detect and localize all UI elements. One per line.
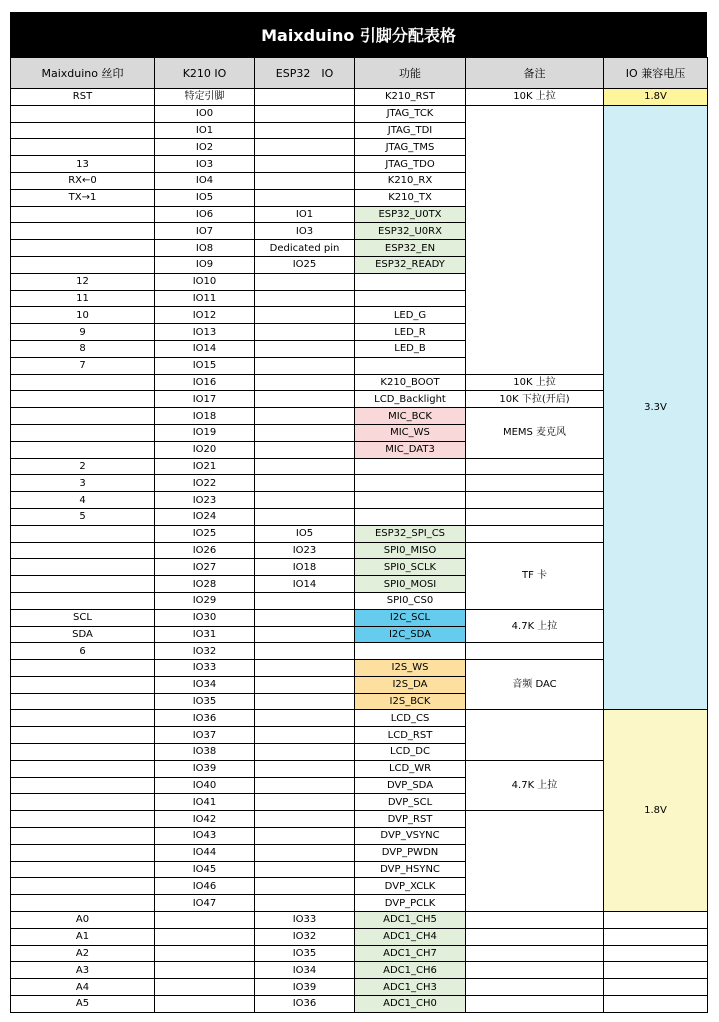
pin-esp32-io	[255, 324, 355, 341]
pin-esp32-io	[255, 458, 355, 475]
pin-function	[355, 475, 466, 492]
io-voltage: 1.8V	[604, 89, 708, 106]
pin-note	[466, 979, 604, 996]
pin-esp32-io	[255, 861, 355, 878]
pin-function: ESP32_READY	[355, 256, 466, 273]
pin-k210-io: IO5	[155, 189, 255, 206]
pin-function: DVP_SDA	[355, 777, 466, 794]
pin-k210-io: IO23	[155, 492, 255, 509]
pin-function: LCD_DC	[355, 744, 466, 761]
pin-esp32-io	[255, 391, 355, 408]
pin-k210-io: IO44	[155, 844, 255, 861]
pin-function: SPI0_CS0	[355, 592, 466, 609]
pin-silkscreen	[11, 576, 155, 593]
pin-function: SPI0_SCLK	[355, 559, 466, 576]
pin-k210-io	[155, 996, 255, 1013]
table-row	[11, 979, 708, 996]
pin-k210-io: IO14	[155, 340, 255, 357]
pin-silkscreen: 13	[11, 156, 155, 173]
pin-k210-io: IO17	[155, 391, 255, 408]
pin-function: LCD_Backlight	[355, 391, 466, 408]
pin-note	[466, 962, 604, 979]
pin-k210-io: IO16	[155, 374, 255, 391]
pin-esp32-io	[255, 609, 355, 626]
pin-k210-io: IO28	[155, 576, 255, 593]
pin-function: DVP_VSYNC	[355, 828, 466, 845]
pin-esp32-io	[255, 357, 355, 374]
pin-k210-io: IO11	[155, 290, 255, 307]
io-voltage	[604, 928, 708, 945]
table-row	[11, 760, 708, 777]
pin-function: ADC1_CH3	[355, 979, 466, 996]
pin-esp32-io	[255, 727, 355, 744]
pin-k210-io: IO45	[155, 861, 255, 878]
header-function: 功能	[355, 58, 466, 89]
pin-silkscreen: TX→1	[11, 189, 155, 206]
pin-silkscreen	[11, 895, 155, 912]
pin-esp32-io	[255, 811, 355, 828]
pin-k210-io: IO32	[155, 643, 255, 660]
pin-esp32-io: IO14	[255, 576, 355, 593]
pin-esp32-io	[255, 676, 355, 693]
pin-k210-io: IO4	[155, 172, 255, 189]
pin-silkscreen	[11, 811, 155, 828]
pin-function	[355, 290, 466, 307]
pin-note: MEMS 麦克风	[466, 408, 604, 458]
pin-note	[466, 710, 604, 760]
pin-note: 10K 下拉(开启)	[466, 391, 604, 408]
table-row	[11, 928, 708, 945]
pin-esp32-io	[255, 172, 355, 189]
pin-silkscreen: 6	[11, 643, 155, 660]
table-row	[11, 945, 708, 962]
pin-silkscreen	[11, 374, 155, 391]
pin-silkscreen: 10	[11, 307, 155, 324]
pin-esp32-io: IO36	[255, 996, 355, 1013]
pin-k210-io: IO19	[155, 424, 255, 441]
pin-k210-io: IO8	[155, 240, 255, 257]
pin-esp32-io: IO5	[255, 525, 355, 542]
pin-esp32-io	[255, 492, 355, 509]
pin-function	[355, 508, 466, 525]
pin-k210-io: IO24	[155, 508, 255, 525]
pin-silkscreen: 7	[11, 357, 155, 374]
pin-esp32-io	[255, 139, 355, 156]
io-voltage	[604, 912, 708, 929]
pin-esp32-io	[255, 710, 355, 727]
pin-note	[466, 912, 604, 929]
pin-k210-io: IO12	[155, 307, 255, 324]
pin-function: MIC_BCK	[355, 408, 466, 425]
table-row	[11, 912, 708, 929]
pin-silkscreen	[11, 727, 155, 744]
pin-esp32-io: IO34	[255, 962, 355, 979]
pin-function	[355, 492, 466, 509]
pin-silkscreen	[11, 744, 155, 761]
pin-silkscreen	[11, 693, 155, 710]
pin-k210-io: IO1	[155, 122, 255, 139]
pin-k210-io: IO26	[155, 542, 255, 559]
table-row	[11, 374, 708, 391]
pin-note	[466, 643, 604, 660]
pin-esp32-io: IO39	[255, 979, 355, 996]
table-row	[11, 391, 708, 408]
pin-function: ESP32_U0TX	[355, 206, 466, 223]
pin-esp32-io	[255, 592, 355, 609]
pin-silkscreen: 8	[11, 340, 155, 357]
pin-esp32-io: IO1	[255, 206, 355, 223]
pin-k210-io: IO7	[155, 223, 255, 240]
pin-silkscreen	[11, 828, 155, 845]
pin-silkscreen: 2	[11, 458, 155, 475]
pin-k210-io: IO36	[155, 710, 255, 727]
pin-esp32-io	[255, 660, 355, 677]
pin-k210-io: IO18	[155, 408, 255, 425]
pin-silkscreen	[11, 542, 155, 559]
pin-function	[355, 357, 466, 374]
table-row	[11, 643, 708, 660]
pin-function	[355, 273, 466, 290]
pin-silkscreen: A3	[11, 962, 155, 979]
pin-esp32-io	[255, 878, 355, 895]
pin-esp32-io: IO3	[255, 223, 355, 240]
pin-function: JTAG_TDO	[355, 156, 466, 173]
pin-silkscreen	[11, 878, 155, 895]
pin-k210-io	[155, 979, 255, 996]
pin-esp32-io	[255, 844, 355, 861]
pin-silkscreen	[11, 710, 155, 727]
table-row	[11, 542, 708, 559]
table-row	[11, 996, 708, 1013]
pin-k210-io: IO10	[155, 273, 255, 290]
pin-esp32-io	[255, 760, 355, 777]
pin-esp32-io: IO35	[255, 945, 355, 962]
pin-esp32-io	[255, 424, 355, 441]
pin-function: K210_RX	[355, 172, 466, 189]
pin-esp32-io	[255, 189, 355, 206]
pin-silkscreen	[11, 122, 155, 139]
pin-silkscreen	[11, 441, 155, 458]
pin-note: 4.7K 上拉	[466, 760, 604, 810]
pin-esp32-io	[255, 374, 355, 391]
header-note: 备注	[466, 58, 604, 89]
pin-esp32-io	[255, 273, 355, 290]
pin-esp32-io	[255, 122, 355, 139]
pin-esp32-io: IO25	[255, 256, 355, 273]
pin-function	[355, 458, 466, 475]
pin-note: 4.7K 上拉	[466, 609, 604, 643]
pin-silkscreen	[11, 592, 155, 609]
pin-k210-io: IO47	[155, 895, 255, 912]
pin-esp32-io	[255, 744, 355, 761]
pin-k210-io: IO35	[155, 693, 255, 710]
io-voltage	[604, 945, 708, 962]
pin-silkscreen: 12	[11, 273, 155, 290]
pin-esp32-io	[255, 794, 355, 811]
pin-silkscreen: A5	[11, 996, 155, 1013]
table-row	[11, 811, 708, 828]
pin-function: ADC1_CH0	[355, 996, 466, 1013]
pin-silkscreen: 4	[11, 492, 155, 509]
pin-function: JTAG_TCK	[355, 105, 466, 122]
pin-silkscreen: A0	[11, 912, 155, 929]
pin-note	[466, 525, 604, 542]
pin-k210-io	[155, 962, 255, 979]
pin-silkscreen	[11, 844, 155, 861]
pin-silkscreen	[11, 256, 155, 273]
pin-esp32-io	[255, 340, 355, 357]
pin-esp32-io	[255, 408, 355, 425]
table-row	[11, 660, 708, 677]
pin-k210-io: IO22	[155, 475, 255, 492]
pin-silkscreen	[11, 861, 155, 878]
pin-k210-io: IO6	[155, 206, 255, 223]
pin-k210-io: IO40	[155, 777, 255, 794]
pin-k210-io	[155, 928, 255, 945]
pin-function: ADC1_CH4	[355, 928, 466, 945]
pin-silkscreen	[11, 660, 155, 677]
pin-function: JTAG_TDI	[355, 122, 466, 139]
pin-silkscreen: A1	[11, 928, 155, 945]
table-row	[11, 508, 708, 525]
pin-k210-io: IO43	[155, 828, 255, 845]
pin-note: TF 卡	[466, 542, 604, 609]
pin-function: DVP_PWDN	[355, 844, 466, 861]
pin-function: K210_RST	[355, 89, 466, 106]
pin-silkscreen	[11, 777, 155, 794]
pin-note: 音频 DAC	[466, 660, 604, 710]
table-row	[11, 458, 708, 475]
table-row	[11, 609, 708, 626]
pin-note	[466, 996, 604, 1013]
pin-esp32-io	[255, 777, 355, 794]
io-voltage	[604, 979, 708, 996]
pin-silkscreen	[11, 105, 155, 122]
table-row	[11, 475, 708, 492]
pin-function: I2S_BCK	[355, 693, 466, 710]
pin-esp32-io: IO23	[255, 542, 355, 559]
pin-k210-io: IO38	[155, 744, 255, 761]
pin-k210-io: IO29	[155, 592, 255, 609]
pin-note	[466, 458, 604, 475]
pin-k210-io	[155, 945, 255, 962]
pin-function: LED_B	[355, 340, 466, 357]
pin-note	[466, 811, 604, 912]
pin-function: SPI0_MOSI	[355, 576, 466, 593]
pin-table	[10, 57, 708, 1013]
pin-k210-io: IO31	[155, 626, 255, 643]
pin-silkscreen: 11	[11, 290, 155, 307]
io-voltage: 3.3V	[604, 105, 708, 710]
pin-esp32-io	[255, 441, 355, 458]
pin-silkscreen	[11, 223, 155, 240]
header-voltage: IO 兼容电压	[604, 58, 708, 89]
io-voltage	[604, 962, 708, 979]
pin-esp32-io	[255, 105, 355, 122]
pin-function: DVP_HSYNC	[355, 861, 466, 878]
pin-esp32-io	[255, 89, 355, 106]
pin-esp32-io: IO33	[255, 912, 355, 929]
pin-esp32-io: Dedicated pin	[255, 240, 355, 257]
pin-function: ESP32_SPI_CS	[355, 525, 466, 542]
pin-function: LCD_RST	[355, 727, 466, 744]
pin-function: DVP_SCL	[355, 794, 466, 811]
pin-k210-io: IO30	[155, 609, 255, 626]
pin-esp32-io: IO18	[255, 559, 355, 576]
pin-function: LED_G	[355, 307, 466, 324]
pin-silkscreen	[11, 424, 155, 441]
pin-k210-io: IO15	[155, 357, 255, 374]
pin-silkscreen: SCL	[11, 609, 155, 626]
pin-note: 10K 上拉	[466, 374, 604, 391]
pin-silkscreen	[11, 206, 155, 223]
pin-k210-io: IO25	[155, 525, 255, 542]
table-header	[11, 58, 708, 89]
pin-silkscreen	[11, 676, 155, 693]
pin-esp32-io	[255, 643, 355, 660]
pin-function: MIC_WS	[355, 424, 466, 441]
pin-k210-io: IO27	[155, 559, 255, 576]
pin-function: MIC_DAT3	[355, 441, 466, 458]
header-esp32-io: ESP32 IO	[255, 58, 355, 89]
pin-esp32-io	[255, 508, 355, 525]
pin-esp32-io	[255, 693, 355, 710]
pin-k210-io: IO13	[155, 324, 255, 341]
pin-silkscreen	[11, 760, 155, 777]
pin-silkscreen: A4	[11, 979, 155, 996]
pin-k210-io: IO3	[155, 156, 255, 173]
pin-function: K210_TX	[355, 189, 466, 206]
pin-function: DVP_XCLK	[355, 878, 466, 895]
pin-k210-io: IO0	[155, 105, 255, 122]
pin-note	[466, 105, 604, 374]
pin-k210-io: IO2	[155, 139, 255, 156]
pin-silkscreen: A2	[11, 945, 155, 962]
pin-k210-io: 特定引脚	[155, 89, 255, 106]
pin-silkscreen	[11, 794, 155, 811]
pin-note	[466, 492, 604, 509]
pin-note	[466, 508, 604, 525]
pin-k210-io: IO39	[155, 760, 255, 777]
header-silkscreen: Maixduino 丝印	[11, 58, 155, 89]
pin-note	[466, 945, 604, 962]
pin-silkscreen	[11, 525, 155, 542]
pin-esp32-io	[255, 626, 355, 643]
pin-k210-io: IO46	[155, 878, 255, 895]
pin-k210-io: IO41	[155, 794, 255, 811]
pin-esp32-io	[255, 307, 355, 324]
pin-function: ADC1_CH7	[355, 945, 466, 962]
pin-silkscreen	[11, 240, 155, 257]
pin-silkscreen	[11, 559, 155, 576]
pin-silkscreen: RX←0	[11, 172, 155, 189]
pin-function: ESP32_EN	[355, 240, 466, 257]
pin-k210-io: IO20	[155, 441, 255, 458]
pin-function: DVP_PCLK	[355, 895, 466, 912]
table-body	[11, 89, 708, 1013]
pin-silkscreen: RST	[11, 89, 155, 106]
pin-note: 10K 上拉	[466, 89, 604, 106]
pin-function: ADC1_CH5	[355, 912, 466, 929]
header-k210-io: K210 IO	[155, 58, 255, 89]
pin-silkscreen: SDA	[11, 626, 155, 643]
pin-k210-io: IO33	[155, 660, 255, 677]
pin-function: I2C_SDA	[355, 626, 466, 643]
pin-esp32-io	[255, 156, 355, 173]
pin-esp32-io	[255, 290, 355, 307]
pin-silkscreen: 9	[11, 324, 155, 341]
pin-k210-io: IO21	[155, 458, 255, 475]
table-row	[11, 89, 708, 106]
pin-function: I2C_SCL	[355, 609, 466, 626]
pin-esp32-io: IO32	[255, 928, 355, 945]
pin-note	[466, 928, 604, 945]
pin-function: LED_R	[355, 324, 466, 341]
pin-k210-io: IO9	[155, 256, 255, 273]
table-row	[11, 962, 708, 979]
pin-k210-io: IO42	[155, 811, 255, 828]
pin-silkscreen: 5	[11, 508, 155, 525]
pin-silkscreen	[11, 391, 155, 408]
page-title: Maixduino 引脚分配表格	[10, 12, 707, 57]
pin-esp32-io	[255, 895, 355, 912]
pin-silkscreen	[11, 408, 155, 425]
pin-silkscreen	[11, 139, 155, 156]
pin-k210-io: IO34	[155, 676, 255, 693]
table-row	[11, 710, 708, 727]
pin-function: DVP_RST	[355, 811, 466, 828]
pin-note	[466, 475, 604, 492]
pin-silkscreen: 3	[11, 475, 155, 492]
pin-function: LCD_CS	[355, 710, 466, 727]
pin-k210-io: IO37	[155, 727, 255, 744]
pin-function: ESP32_U0RX	[355, 223, 466, 240]
pin-function: K210_BOOT	[355, 374, 466, 391]
pin-esp32-io	[255, 828, 355, 845]
table-row	[11, 105, 708, 122]
pin-function: ADC1_CH6	[355, 962, 466, 979]
pin-function: LCD_WR	[355, 760, 466, 777]
pin-function	[355, 643, 466, 660]
pin-function: I2S_DA	[355, 676, 466, 693]
pin-function: SPI0_MISO	[355, 542, 466, 559]
pin-function: I2S_WS	[355, 660, 466, 677]
pin-k210-io	[155, 912, 255, 929]
table-row	[11, 408, 708, 425]
pin-function: JTAG_TMS	[355, 139, 466, 156]
pin-esp32-io	[255, 475, 355, 492]
table-row	[11, 492, 708, 509]
io-voltage: 1.8V	[604, 710, 708, 912]
table-row	[11, 525, 708, 542]
io-voltage	[604, 996, 708, 1013]
